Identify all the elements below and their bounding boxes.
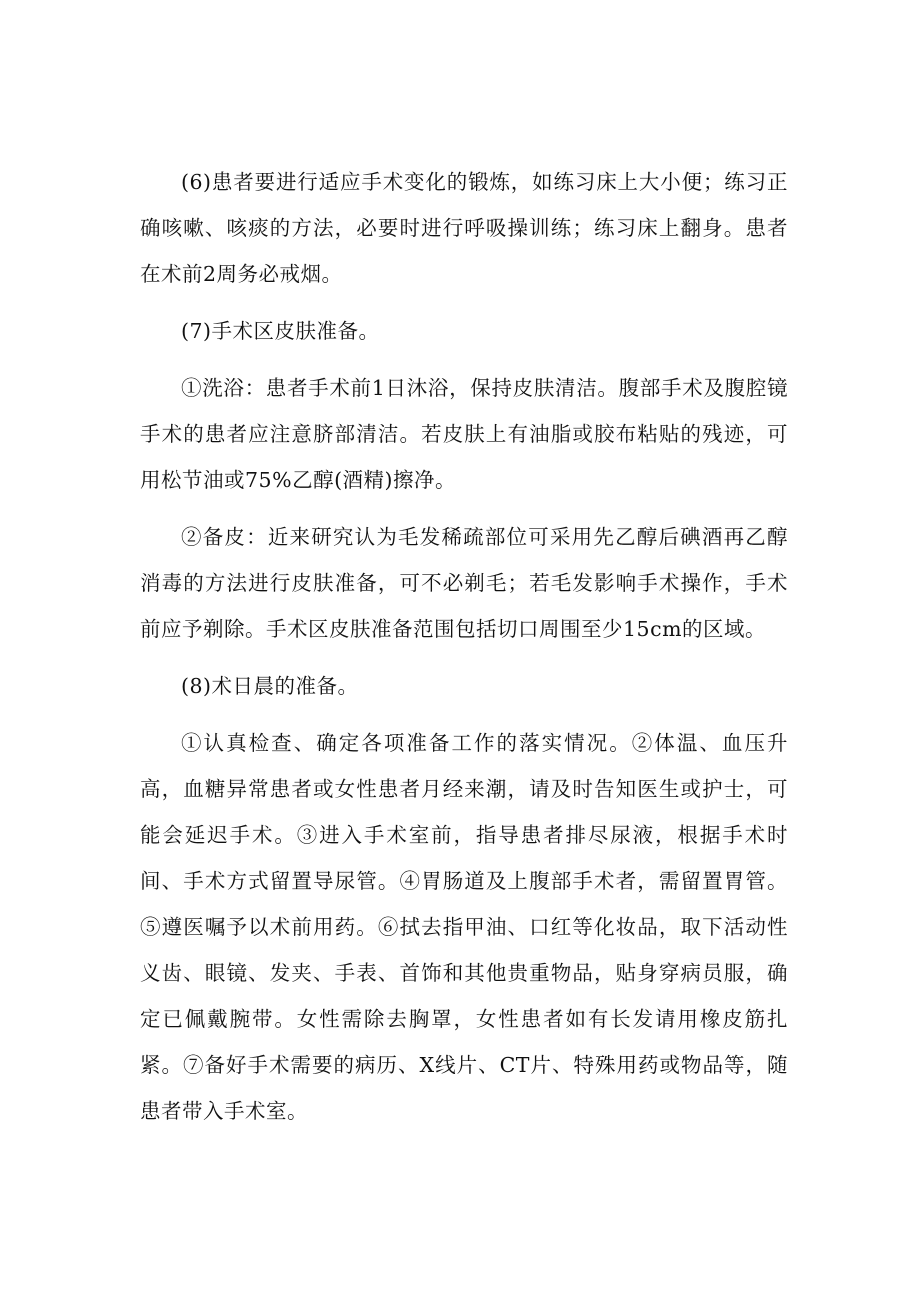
paragraph-7-bathing: ①洗浴：患者手术前1日沐浴，保持皮肤清洁。腹部手术及腹腔镜手术的患者应注意脐部清洁。若皮肤上有油脂或胶布粘贴的残迹，可用松节油或75%乙醇(酒精)擦净。 bbox=[140, 376, 788, 492]
paragraph-7-heading: (7)手术区皮肤准备。 bbox=[181, 319, 380, 343]
document-body bbox=[140, 159, 788, 1145]
paragraph-8-heading: (8)术日晨的准备。 bbox=[181, 674, 359, 698]
paragraph-6-exercise: (6)患者要进行适应手术变化的锻炼，如练习床上大小便；练习正确咳嗽、咳痰的方法，必要时进行呼吸操训练；练习床上翻身。患者在术前2周务必戒烟。 bbox=[140, 170, 788, 286]
paragraph-8-morning-prep: ①认真检查、确定各项准备工作的落实情况。②体温、血压升高，血糖异常患者或女性患者月经来潮，请及时告知医生或护士，可能会延迟手术。③进入手术室前，指导患者排尽尿液，根据手术时间、手术方式留置导尿管。④胃肠道及上腹部手术者，需留置胃管。⑤遵医嘱予以术前用药。⑥拭去指甲油、口红等化妆品，取下活动性义齿、眼镜、发夹、手表、首饰和其他贵重物品，贴身穿病员服，确定已佩戴腕带。女性需除去胸罩，女性患者如有长发请用橡皮筋扎紧。⑦备好手术需要的病历、X线片、CT片、特殊用药或物品等，随患者带入手术室。 bbox=[140, 731, 788, 1123]
paragraph-7-skin-prep: ②备皮：近来研究认为毛发稀疏部位可采用先乙醇后碘酒再乙醇消毒的方法进行皮肤准备，可不必剃毛；若毛发影响手术操作，手术前应予剃除。手术区皮肤准备范围包括切口周围至少15cm的区域。 bbox=[140, 525, 788, 641]
